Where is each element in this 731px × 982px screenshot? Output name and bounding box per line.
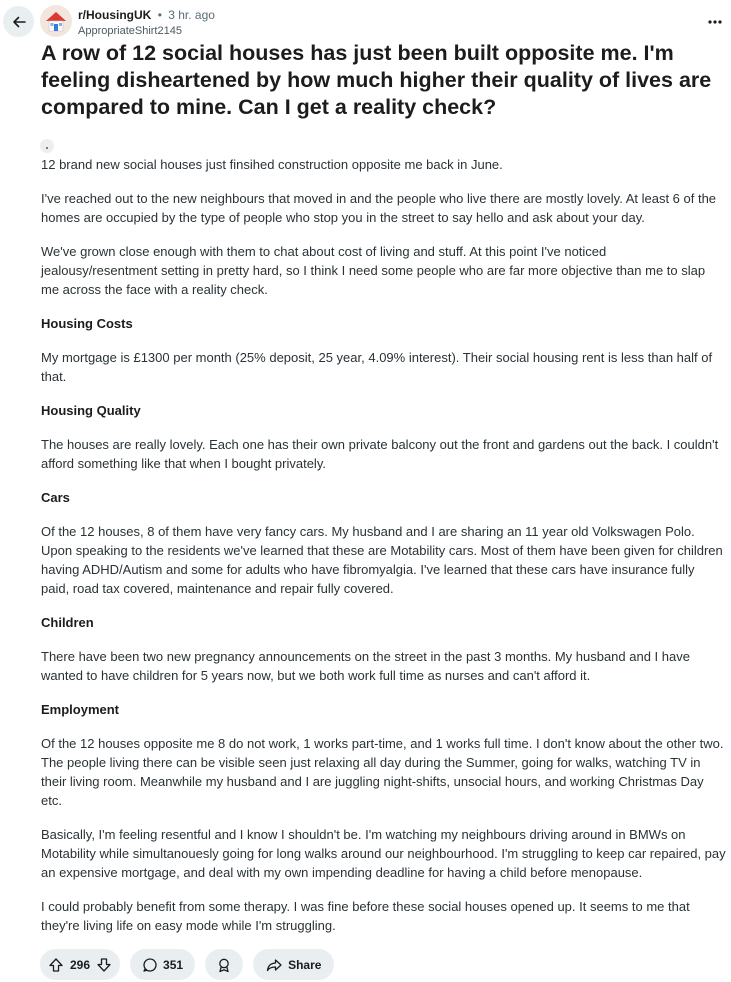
body-paragraph-cars: Of the 12 houses, 8 of them have very fancy cars. My husband and I are sharing an 11 year old Volkswagen Polo. Upon speaking to the residents we've learned that these are Motability cars. Most of them have been given for children having ADHD/Autism and some for adults who have fibromyalgia. I've learned that these cars have insurance fully paid, road tax covered, maintenance and repair fully covered. xyxy=(41,524,723,596)
back-button[interactable] xyxy=(3,6,34,37)
body-paragraph-quality: The houses are really lovely. Each one has their own private balcony out the front and gardens out the back. I couldn't afford something like that when I bought privately. xyxy=(41,437,719,471)
meta-separator: • xyxy=(157,8,162,22)
arrow-down-icon xyxy=(96,957,112,973)
body-paragraph-therapy: I could probably benefit from some therapy. I was fine before these social houses opened up. It seems to me that they're living life on easy mode while I'm struggling. xyxy=(41,899,690,933)
comment-bubble-icon xyxy=(142,957,158,973)
house-icon xyxy=(41,6,71,36)
award-icon xyxy=(216,957,232,973)
vote-pill xyxy=(40,949,120,980)
body-paragraph-children: There have been two new pregnancy announcements on the street in the past 3 months. My husband and I have wanted to have children for 5 years now, but we both work full time as nurses and can't afford it. xyxy=(41,649,690,683)
body-paragraph-3: We've grown close enough with them to chat about cost of living and stuff. At this point I've noticed jealousy/resentment setting in pretty hard, so I think I need some people who are far more objective than me to slap me across the face with a reality check. xyxy=(41,244,706,297)
heading-housing-costs: Housing Costs xyxy=(41,316,133,331)
share-label: Share xyxy=(288,957,322,972)
downvote-button[interactable] xyxy=(96,957,112,973)
post-meta xyxy=(78,8,215,38)
comment-count: 351 xyxy=(163,957,184,972)
author-username[interactable]: AppropriateShirt2145 xyxy=(78,25,182,37)
heading-cars: Cars xyxy=(41,490,70,505)
post-title: A row of 12 social houses has just been built opposite me. I'm feeling disheartened by how much higher their quality of lives are compared to mine. Can I get a reality check? xyxy=(41,41,712,119)
heading-housing-quality: Housing Quality xyxy=(41,403,141,418)
body-paragraph-employment: Of the 12 houses opposite me 8 do not work, 1 works part-time, and 1 works full time. I don't know about the other two. The people living there can be visible seen just relaxing all day during the Summer, going for walks, watching TV in their living room. Meanwhile my husband and I are juggling night-shifts, unsocial hours, and working Christmas Day etc. xyxy=(41,736,724,808)
body-paragraph-1: 12 brand new social houses just finsihed construction opposite me back in June. xyxy=(41,157,503,172)
body-paragraph-costs: My mortgage is £1300 per month (25% deposit, 25 year, 4.09% interest). Their social housing rent is less than half of that. xyxy=(41,350,713,384)
post-body xyxy=(41,155,726,950)
subreddit-avatar[interactable] xyxy=(40,5,72,37)
post-time: 3 hr. ago xyxy=(168,8,215,22)
heading-children: Children xyxy=(41,615,94,630)
arrow-up-icon xyxy=(48,957,64,973)
arrow-left-icon xyxy=(11,14,27,30)
award-button[interactable] xyxy=(205,949,243,980)
heading-employment: Employment xyxy=(41,702,120,717)
post-actions-bar xyxy=(40,949,334,980)
more-horizontal-icon xyxy=(708,20,722,24)
share-button[interactable] xyxy=(253,949,334,980)
comments-button[interactable] xyxy=(130,949,195,980)
subreddit-name[interactable]: r/HousingUK xyxy=(78,8,152,22)
body-paragraph-basically: Basically, I'm feeling resentful and I know I shouldn't be. I'm watching my neighbours driving around in BMWs on Motability while simultanouesly going for long walks around our neighbourhood. I'm struggling to keep car repaired, pay an expensive mortgage, and deal with my own impending deadline for having a child before menopause. xyxy=(41,827,726,880)
upvote-button[interactable] xyxy=(48,957,64,973)
more-options-button[interactable] xyxy=(701,10,729,34)
share-icon xyxy=(266,957,282,973)
vote-count: 296 xyxy=(70,957,91,972)
body-paragraph-2: I've reached out to the new neighbours that moved in and the people who live there are mostly lovely. At least 6 of the homes are occupied by the type of people who stop you in the street to say hello and ask about your day. xyxy=(41,191,717,225)
media-placeholder-icon xyxy=(40,139,54,153)
